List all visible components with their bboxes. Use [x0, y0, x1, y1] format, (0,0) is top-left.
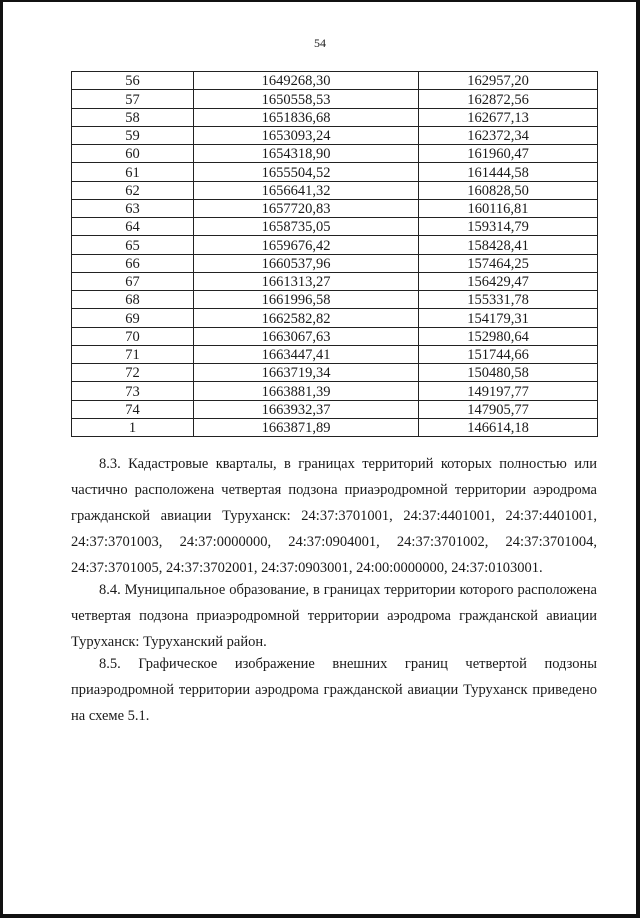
table-row — [72, 382, 598, 400]
table-row — [72, 345, 598, 363]
x-coordinate-cell: 1663067,63 — [194, 327, 419, 345]
paragraph-8-3 — [71, 451, 597, 581]
point-number-cell: 63 — [72, 199, 194, 217]
y-coordinate-cell: 156429,47 — [419, 272, 598, 290]
point-number-cell: 69 — [72, 309, 194, 327]
y-coordinate-cell: 160828,50 — [419, 181, 598, 199]
x-coordinate-cell: 1663881,39 — [194, 382, 419, 400]
scan-border-right — [636, 0, 640, 918]
table-row — [72, 327, 598, 345]
x-coordinate-cell: 1663719,34 — [194, 364, 419, 382]
x-coordinate-cell: 1663932,37 — [194, 400, 419, 418]
x-coordinate-cell: 1655504,52 — [194, 163, 419, 181]
coordinates-table — [71, 71, 598, 437]
point-number-cell: 57 — [72, 90, 194, 108]
page-number: 54 — [314, 36, 326, 50]
x-coordinate-cell: 1651836,68 — [194, 108, 419, 126]
point-number-cell: 61 — [72, 163, 194, 181]
scan-border-bottom — [0, 914, 640, 918]
point-number-cell: 62 — [72, 181, 194, 199]
y-coordinate-cell: 151744,66 — [419, 345, 598, 363]
table-row — [72, 254, 598, 272]
table-row — [72, 108, 598, 126]
y-coordinate-cell: 162372,34 — [419, 126, 598, 144]
y-coordinate-cell: 160116,81 — [419, 199, 598, 217]
paragraph-8-4 — [71, 577, 597, 655]
y-coordinate-cell: 154179,31 — [419, 309, 598, 327]
coordinates-table-body — [72, 72, 598, 437]
scan-border-top — [0, 0, 640, 2]
x-coordinate-cell: 1661313,27 — [194, 272, 419, 290]
point-number-cell: 74 — [72, 400, 194, 418]
paragraph-8-3-text: 8.3. Кадастровые кварталы, в границах территорий которых полностью или частично расположена четвертая подзона приаэродромной территории аэродрома гражданской авиации Туруханск: 24:37:3701001, 24:37:4401001, 24:37:4401001, 24:37:3701003, 24:37:0000000, 24:37:0904001, 24:37:3701002, 24:37:3701004, 24:37:3701005, 24:37:3702001, 24:37:0903001, 24:00:0000000, 24:37:0103001. — [71, 456, 597, 576]
x-coordinate-cell: 1656641,32 — [194, 181, 419, 199]
table-row — [72, 400, 598, 418]
x-coordinate-cell: 1649268,30 — [194, 72, 419, 90]
y-coordinate-cell: 155331,78 — [419, 291, 598, 309]
table-row — [72, 199, 598, 217]
point-number-cell: 70 — [72, 327, 194, 345]
point-number-cell: 56 — [72, 72, 194, 90]
paragraph-8-5 — [71, 651, 597, 729]
table-row — [72, 163, 598, 181]
point-number-cell: 71 — [72, 345, 194, 363]
y-coordinate-cell: 149197,77 — [419, 382, 598, 400]
y-coordinate-cell: 162677,13 — [419, 108, 598, 126]
point-number-cell: 72 — [72, 364, 194, 382]
table-row — [72, 418, 598, 436]
y-coordinate-cell: 146614,18 — [419, 418, 598, 436]
x-coordinate-cell: 1661996,58 — [194, 291, 419, 309]
table-row — [72, 236, 598, 254]
x-coordinate-cell: 1657720,83 — [194, 199, 419, 217]
table-row — [72, 291, 598, 309]
table-row — [72, 218, 598, 236]
point-number-cell: 1 — [72, 418, 194, 436]
x-coordinate-cell: 1663447,41 — [194, 345, 419, 363]
point-number-cell: 60 — [72, 145, 194, 163]
y-coordinate-cell: 157464,25 — [419, 254, 598, 272]
x-coordinate-cell: 1653093,24 — [194, 126, 419, 144]
point-number-cell: 66 — [72, 254, 194, 272]
scan-border-left — [0, 0, 3, 918]
paragraph-8-5-text: 8.5. Графическое изображение внешних границ четвертой подзоны приаэродромной территории аэродрома гражданской авиации Туруханск приведено на схеме 5.1. — [71, 656, 597, 724]
table-row — [72, 72, 598, 90]
point-number-cell: 67 — [72, 272, 194, 290]
y-coordinate-cell: 152980,64 — [419, 327, 598, 345]
point-number-cell: 65 — [72, 236, 194, 254]
x-coordinate-cell: 1662582,82 — [194, 309, 419, 327]
y-coordinate-cell: 161960,47 — [419, 145, 598, 163]
point-number-cell: 59 — [72, 126, 194, 144]
table-row — [72, 90, 598, 108]
paragraph-8-4-text: 8.4. Муниципальное образование, в границах территории которого расположена четвертая подзона приаэродромной территории аэродрома гражданской авиации Туруханск: Туруханский район. — [71, 582, 597, 650]
y-coordinate-cell: 161444,58 — [419, 163, 598, 181]
y-coordinate-cell: 162957,20 — [419, 72, 598, 90]
point-number-cell: 68 — [72, 291, 194, 309]
point-number-cell: 64 — [72, 218, 194, 236]
point-number-cell: 73 — [72, 382, 194, 400]
x-coordinate-cell: 1658735,05 — [194, 218, 419, 236]
x-coordinate-cell: 1650558,53 — [194, 90, 419, 108]
point-number-cell: 58 — [72, 108, 194, 126]
x-coordinate-cell: 1660537,96 — [194, 254, 419, 272]
x-coordinate-cell: 1659676,42 — [194, 236, 419, 254]
table-row — [72, 364, 598, 382]
y-coordinate-cell: 158428,41 — [419, 236, 598, 254]
table-row — [72, 126, 598, 144]
table-row — [72, 181, 598, 199]
x-coordinate-cell: 1663871,89 — [194, 418, 419, 436]
table-row — [72, 145, 598, 163]
table-row — [72, 309, 598, 327]
y-coordinate-cell: 147905,77 — [419, 400, 598, 418]
y-coordinate-cell: 162872,56 — [419, 90, 598, 108]
table-row — [72, 272, 598, 290]
y-coordinate-cell: 159314,79 — [419, 218, 598, 236]
y-coordinate-cell: 150480,58 — [419, 364, 598, 382]
x-coordinate-cell: 1654318,90 — [194, 145, 419, 163]
